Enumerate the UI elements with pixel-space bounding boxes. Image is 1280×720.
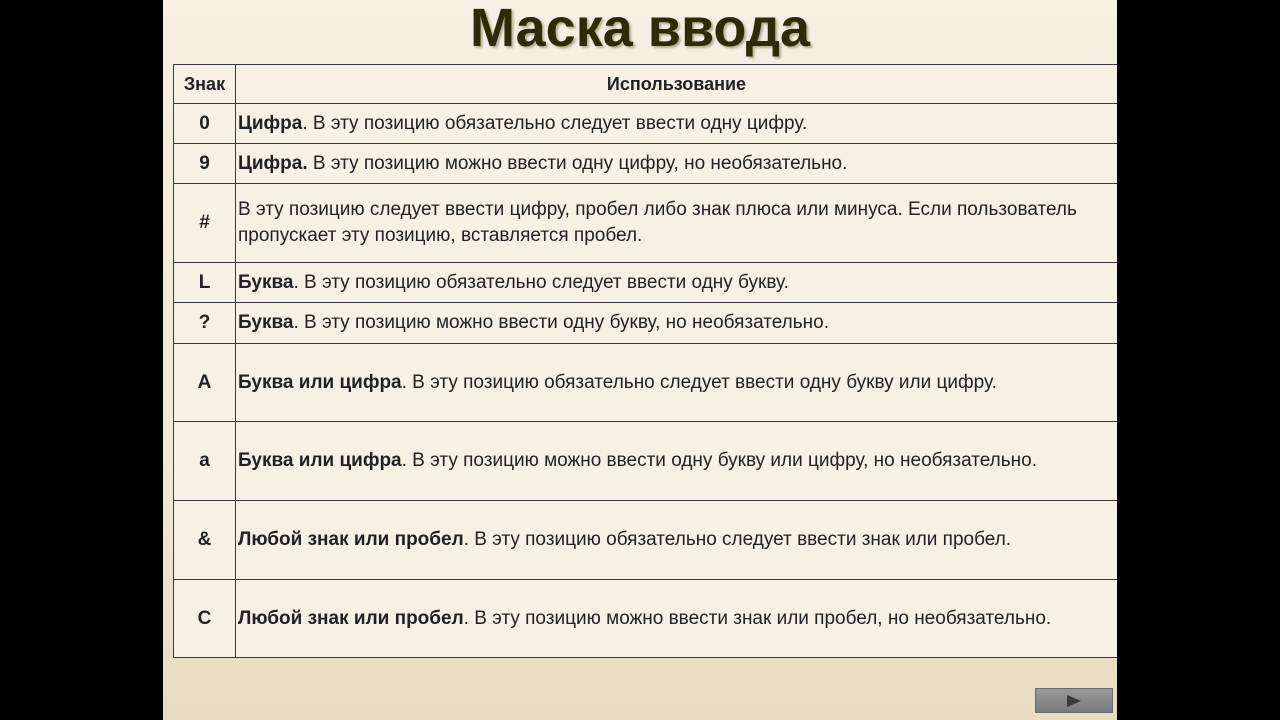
row-usage [236, 344, 1118, 422]
row-usage [236, 184, 1118, 263]
header-symbol: Знак [174, 65, 236, 104]
play-icon [1065, 694, 1083, 708]
row-usage [236, 144, 1118, 184]
table-row [174, 303, 1118, 344]
row-symbol: # [174, 184, 236, 263]
input-mask-table [173, 64, 1117, 658]
row-symbol: & [174, 501, 236, 580]
table-row [174, 422, 1118, 501]
table-row [174, 184, 1118, 263]
row-usage-bold: Буква или цифра [238, 450, 402, 471]
row-usage [236, 422, 1118, 501]
table-row [174, 104, 1118, 144]
row-symbol: C [174, 580, 236, 658]
row-usage-bold: Любой знак или пробел [238, 529, 464, 550]
row-usage-text: . В эту позицию обязательно следует ввести знак или пробел. [463, 529, 1012, 550]
table-row [174, 344, 1118, 422]
row-usage [236, 501, 1118, 580]
row-usage [236, 263, 1118, 303]
row-usage [236, 303, 1118, 344]
row-symbol: L [174, 263, 236, 303]
row-usage-bold: Цифра [238, 112, 303, 134]
row-symbol: 9 [174, 144, 236, 184]
row-usage [236, 104, 1118, 144]
table-row [174, 501, 1118, 580]
table-row [174, 263, 1118, 303]
header-usage: Использование [236, 65, 1118, 104]
row-usage-bold: Буква [238, 271, 294, 293]
table-header-row [174, 65, 1118, 104]
row-usage-bold: Буква или цифра [238, 371, 402, 393]
next-slide-button[interactable] [1035, 688, 1113, 713]
table-row [174, 144, 1118, 184]
row-usage-text: В эту позицию можно ввести одну цифру, но необязательно. [307, 152, 848, 174]
row-usage-bold: Буква [238, 312, 294, 333]
row-usage-bold: Любой знак или пробел [238, 607, 464, 629]
row-usage-bold: Цифра. [238, 152, 308, 174]
row-usage-text: . В эту позицию обязательно следует ввести одну букву. [293, 271, 789, 293]
row-usage-text: . В эту позицию можно ввести одну букву или цифру, но необязательно. [401, 450, 1037, 471]
row-usage-text: . В эту позицию можно ввести одну букву, но необязательно. [293, 312, 830, 333]
table-row [174, 580, 1118, 658]
row-usage [236, 580, 1118, 658]
row-usage-text: . В эту позицию можно ввести знак или пробел, но необязательно. [463, 607, 1052, 629]
row-symbol: A [174, 344, 236, 422]
slide [163, 0, 1117, 720]
row-symbol: ? [174, 303, 236, 344]
slide-title: Маска ввода [469, 0, 811, 58]
row-usage-text: . В эту позицию обязательно следует ввести одну букву или цифру. [401, 371, 997, 393]
row-usage-text: В эту позицию следует ввести цифру, пробел либо знак плюса или минуса. Если пользователь пропускает эту позицию, вставляется пробел. [238, 199, 1077, 246]
row-symbol: a [174, 422, 236, 501]
row-symbol: 0 [174, 104, 236, 144]
row-usage-text: . В эту позицию обязательно следует ввести одну цифру. [302, 112, 808, 134]
